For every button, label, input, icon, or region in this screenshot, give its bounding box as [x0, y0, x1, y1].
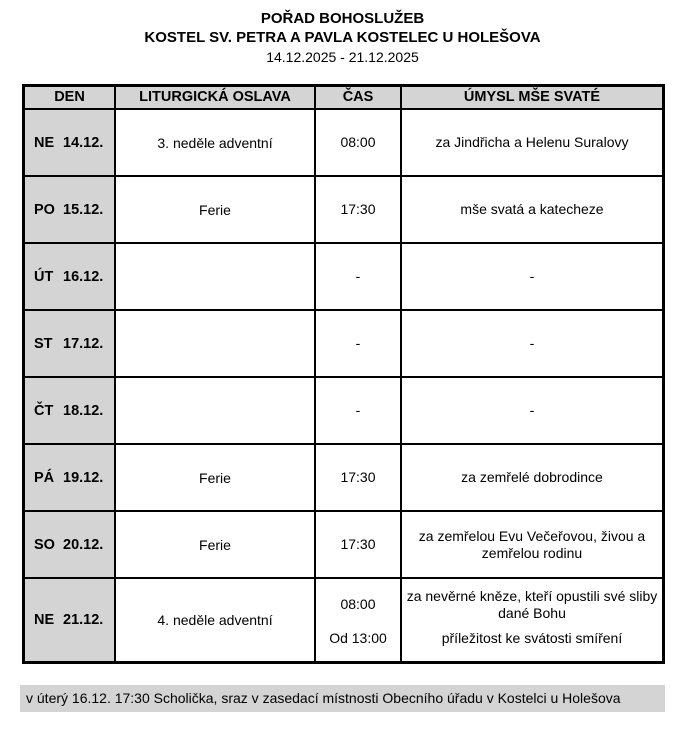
day-date: 14.12. — [63, 134, 104, 151]
day-date: 20.12. — [63, 536, 104, 553]
document-header — [0, 0, 685, 67]
day-abbr: PÁ — [34, 469, 55, 486]
page-title: POŘAD BOHOSLUŽEB — [260, 10, 425, 27]
intention-value: - — [529, 268, 535, 284]
table-row — [25, 242, 662, 309]
time-cell — [316, 244, 402, 309]
table-row — [25, 309, 662, 376]
page-subtitle: KOSTEL SV. PETRA A PAVLA KOSTELEC U HOLEŠOVA — [144, 29, 541, 46]
intention-cell — [402, 244, 662, 309]
time-value: Od 13:00 — [329, 630, 387, 646]
day-date: 19.12. — [63, 469, 104, 486]
celebration-cell — [116, 244, 316, 309]
time-value: 08:00 — [340, 134, 376, 150]
day-abbr: SO — [34, 536, 55, 553]
column-header-cas: ČAS — [316, 87, 402, 108]
table-row — [25, 443, 662, 510]
day-cell — [25, 177, 116, 242]
day-cell — [25, 110, 116, 175]
day-cell — [25, 244, 116, 309]
date-range: 14.12.2025 - 21.12.2025 — [266, 49, 419, 65]
intention-cell — [402, 512, 662, 577]
intention-value: - — [529, 335, 535, 351]
time-cell — [316, 512, 402, 577]
table-row — [25, 175, 662, 242]
time-value: 17:30 — [340, 536, 376, 552]
schedule-table — [22, 84, 665, 664]
intention-value: za Jindřicha a Helenu Suralovy — [435, 134, 629, 150]
time-value: 17:30 — [340, 469, 376, 485]
day-cell — [25, 311, 116, 376]
day-abbr: ÚT — [34, 268, 54, 285]
intention-value: příležitost ke svátosti smíření — [441, 630, 623, 646]
time-cell — [316, 445, 402, 510]
celebration-cell: Ferie — [116, 512, 316, 577]
table-body — [25, 108, 662, 661]
time-cell — [316, 378, 402, 443]
time-value: - — [355, 268, 361, 284]
celebration-cell: Ferie — [116, 445, 316, 510]
table-row — [25, 577, 662, 661]
intention-cell — [402, 311, 662, 376]
column-header-den: DEN — [25, 87, 116, 108]
time-cell — [316, 177, 402, 242]
day-cell — [25, 579, 116, 661]
time-value: - — [355, 335, 361, 351]
time-value: 17:30 — [340, 201, 376, 217]
day-date: 15.12. — [63, 201, 104, 218]
intention-value: za nevěrné kněze, kteří opustili své sliby dané Bohu — [406, 587, 658, 621]
column-header-liturgicka-oslava: LITURGICKÁ OSLAVA — [116, 87, 316, 108]
intention-value: - — [529, 402, 535, 418]
time-value: - — [355, 402, 361, 418]
time-cell — [316, 110, 402, 175]
footer-note: v úterý 16.12. 17:30 Scholička, sraz v zasedací místnosti Obecního úřadu v Kostelci u Holešova — [20, 685, 665, 712]
table-header-row — [25, 87, 662, 108]
celebration-cell: 3. neděle adventní — [116, 110, 316, 175]
celebration-cell: Ferie — [116, 177, 316, 242]
intention-value: mše svatá a katecheze — [460, 201, 604, 217]
intention-cell — [402, 579, 662, 661]
day-abbr: PO — [34, 201, 55, 218]
intention-value: za zemřelé dobrodince — [461, 469, 603, 485]
table-row — [25, 376, 662, 443]
day-date: 17.12. — [63, 335, 104, 352]
time-cell — [316, 579, 402, 661]
celebration-cell — [116, 378, 316, 443]
time-value: 08:00 — [340, 596, 376, 612]
day-cell — [25, 445, 116, 510]
day-abbr: NE — [34, 134, 55, 151]
table-row — [25, 108, 662, 175]
intention-cell — [402, 378, 662, 443]
celebration-cell — [116, 311, 316, 376]
day-cell — [25, 378, 116, 443]
column-header-umysl-mse-svate: ÚMYSL MŠE SVATÉ — [402, 87, 662, 108]
day-date: 18.12. — [63, 402, 104, 419]
time-cell — [316, 311, 402, 376]
intention-cell — [402, 445, 662, 510]
day-date: 16.12. — [63, 268, 104, 285]
day-cell — [25, 512, 116, 577]
intention-value: za zemřelou Evu Večeřovou, živou a zemřelou rodinu — [418, 527, 646, 561]
intention-cell — [402, 177, 662, 242]
day-abbr: ST — [34, 335, 53, 352]
day-abbr: NE — [34, 612, 55, 628]
celebration-cell: 4. neděle adventní — [116, 579, 316, 661]
table-row — [25, 510, 662, 577]
intention-cell — [402, 110, 662, 175]
day-abbr: ČT — [34, 402, 54, 419]
day-date: 21.12. — [63, 612, 104, 628]
